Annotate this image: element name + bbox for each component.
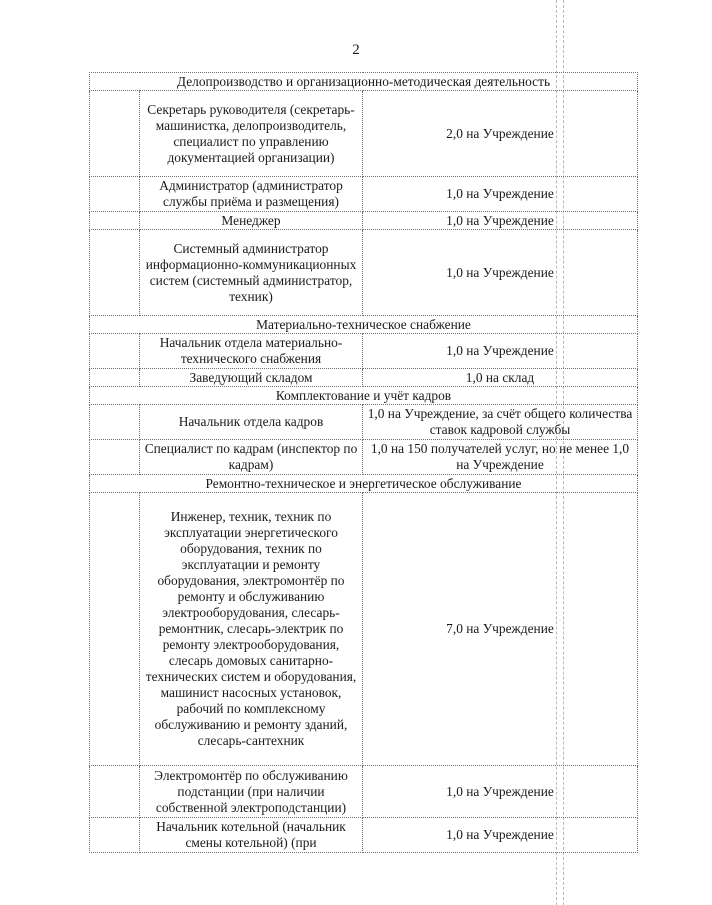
section-title: Ремонтно-техническое и энергетическое обслуживание bbox=[90, 475, 638, 493]
position-cell: Электромонтёр по обслуживанию подстанции (при наличии собственной электроподстанции) bbox=[140, 766, 363, 818]
norm-cell: 1,0 на 150 получателей услуг, но не менее 1,0 на Учреждение bbox=[363, 440, 638, 475]
position-cell: Начальник отдела материально-технического снабжения bbox=[140, 334, 363, 369]
blank-cell bbox=[90, 766, 140, 818]
section-header-row bbox=[90, 475, 638, 493]
section-header-row bbox=[90, 73, 638, 91]
norm-cell: 1,0 на Учреждение bbox=[363, 818, 638, 853]
section-header-row bbox=[90, 316, 638, 334]
blank-cell bbox=[90, 334, 140, 369]
table-row bbox=[90, 369, 638, 387]
staffing-table bbox=[89, 72, 638, 853]
blank-cell bbox=[90, 818, 140, 853]
blank-cell bbox=[90, 212, 140, 230]
table-row bbox=[90, 212, 638, 230]
page-number: 2 bbox=[352, 42, 360, 58]
table-row bbox=[90, 230, 638, 316]
section-title: Комплектование и учёт кадров bbox=[90, 387, 638, 405]
table-row bbox=[90, 177, 638, 212]
table-row bbox=[90, 334, 638, 369]
norm-cell: 2,0 на Учреждение bbox=[363, 91, 638, 177]
norm-cell: 1,0 на склад bbox=[363, 369, 638, 387]
table-row bbox=[90, 405, 638, 440]
position-cell: Начальник котельной (начальник смены котельной) (при bbox=[140, 818, 363, 853]
table-row bbox=[90, 818, 638, 853]
norm-cell: 7,0 на Учреждение bbox=[363, 493, 638, 766]
table-row bbox=[90, 440, 638, 475]
section-title: Делопроизводство и организационно-методическая деятельность bbox=[90, 73, 638, 91]
position-cell: Секретарь руководителя (секретарь-машинистка, делопроизводитель, специалист по управлению документацией организации) bbox=[140, 91, 363, 177]
position-cell: Начальник отдела кадров bbox=[140, 405, 363, 440]
position-cell: Администратор (администратор службы приёма и размещения) bbox=[140, 177, 363, 212]
norm-cell: 1,0 на Учреждение, за счёт общего количества ставок кадровой службы bbox=[363, 405, 638, 440]
table-row bbox=[90, 91, 638, 177]
position-cell: Специалист по кадрам (инспектор по кадрам) bbox=[140, 440, 363, 475]
blank-cell bbox=[90, 177, 140, 212]
blank-cell bbox=[90, 91, 140, 177]
norm-cell: 1,0 на Учреждение bbox=[363, 212, 638, 230]
section-header-row bbox=[90, 387, 638, 405]
blank-cell bbox=[90, 369, 140, 387]
blank-cell bbox=[90, 230, 140, 316]
norm-cell: 1,0 на Учреждение bbox=[363, 334, 638, 369]
table-row bbox=[90, 766, 638, 818]
table-row bbox=[90, 493, 638, 766]
position-cell: Заведующий складом bbox=[140, 369, 363, 387]
blank-cell bbox=[90, 440, 140, 475]
position-cell: Системный администратор информационно-коммуникационных систем (системный администратор, техник) bbox=[140, 230, 363, 316]
norm-cell: 1,0 на Учреждение bbox=[363, 177, 638, 212]
norm-cell: 1,0 на Учреждение bbox=[363, 766, 638, 818]
norm-cell: 1,0 на Учреждение bbox=[363, 230, 638, 316]
section-title: Материально-техническое снабжение bbox=[90, 316, 638, 334]
blank-cell bbox=[90, 405, 140, 440]
blank-cell bbox=[90, 493, 140, 766]
position-cell: Менеджер bbox=[140, 212, 363, 230]
position-cell: Инженер, техник, техник по эксплуатации энергетического оборудования, техник по эксплуатации и ремонту оборудования, электромонтёр по ремонту и обслуживанию электрооборудования, слесарь-ремонтник, слесарь-электрик по ремонту электрооборудования, слесарь домовых санитарно-технических систем и оборудования, машинист насосных установок, рабочий по комплексному обслуживанию и ремонту зданий, слесарь-сантехник bbox=[140, 493, 363, 766]
